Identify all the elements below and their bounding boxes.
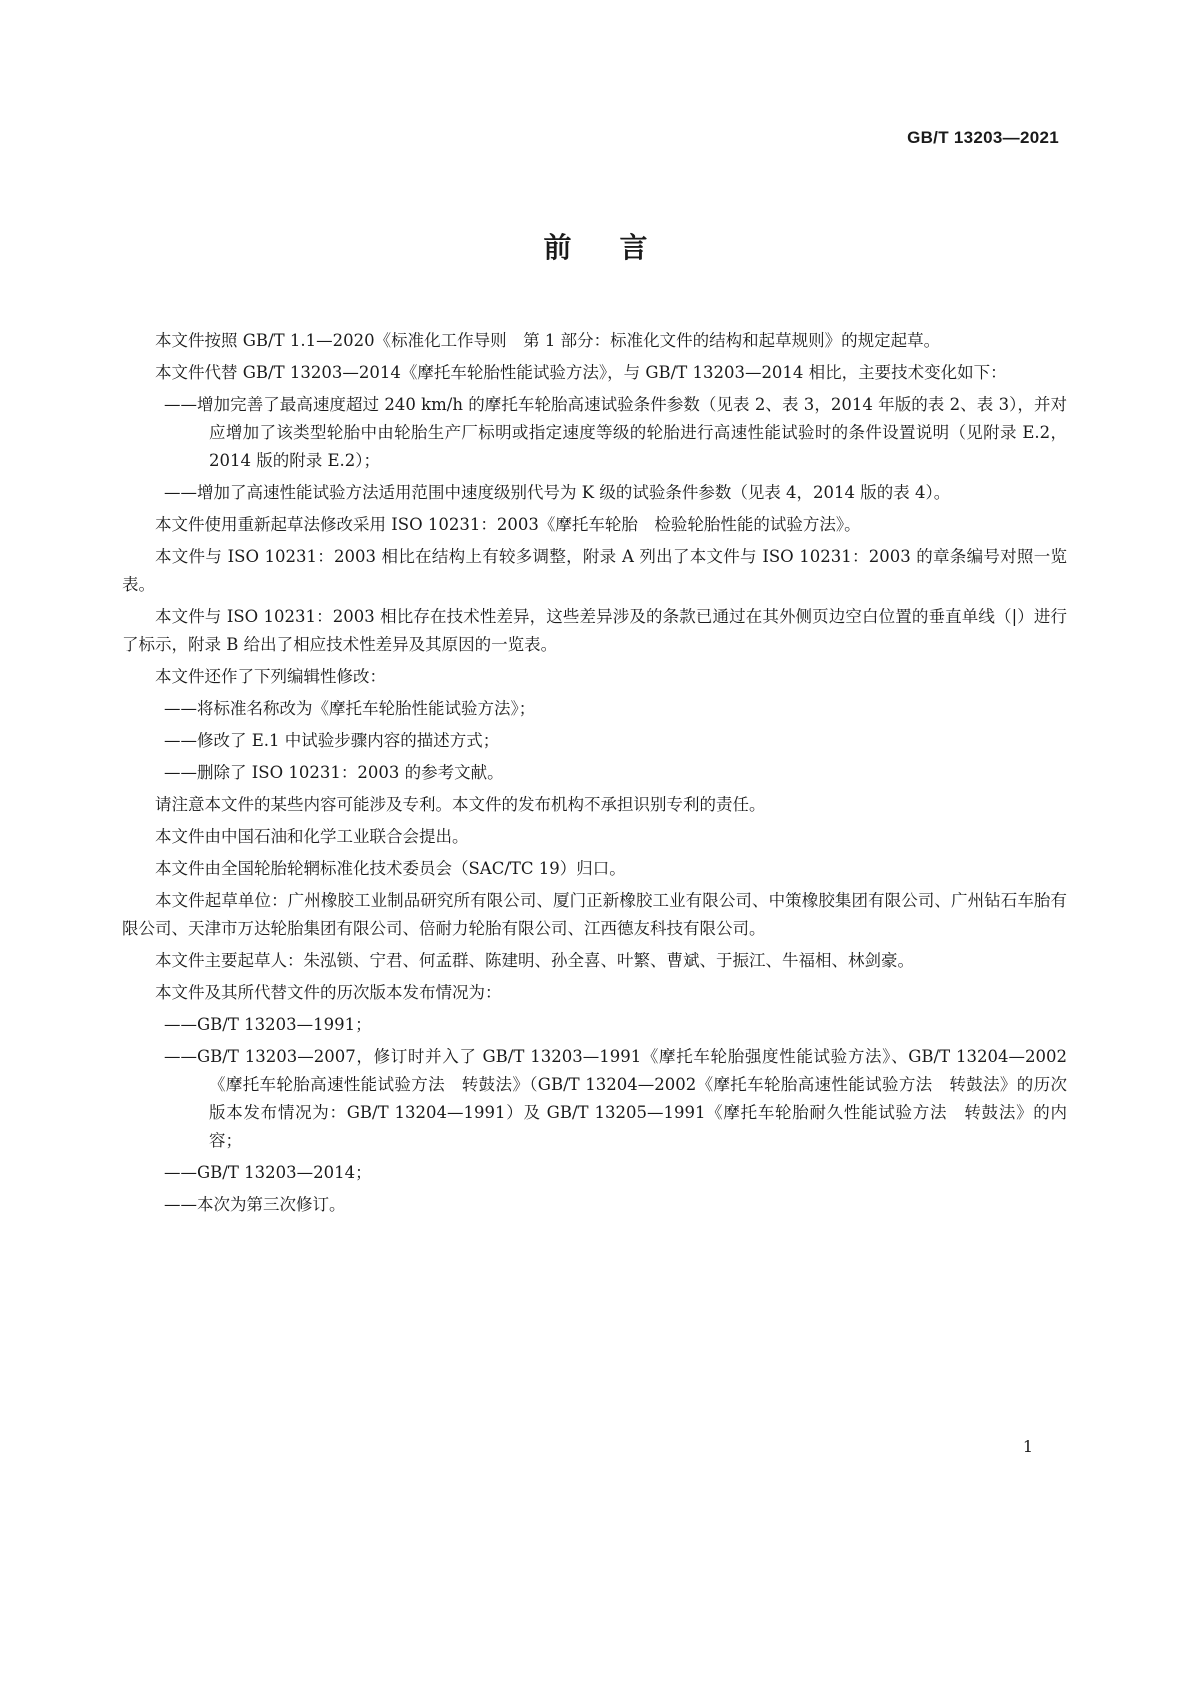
page-title: 前言 [543,231,696,264]
list-item: ——GB/T 13203—2007，修订时并入了 GB/T 13203—1991《摩托车轮胎强度性能试验方法》、GB/T 13204—2002《摩托车轮胎高速性能试验方法 转鼓法》（GB/T 13204—2002《摩托车轮胎高速性能试验方法 转鼓法》的历次版本发布情况为：GB/T 13204—1991）及 GB/T 13205—1991《摩托车轮胎耐久性能试验方法 转鼓法》的内容； [164,1047,1068,1150]
paragraph: 本文件与 ISO 10231：2003 相比在结构上有较多调整，附录 A 列出了本文件与 ISO 10231：2003 的章条编号对照一览表。 [122,547,1067,594]
paragraph: 本文件代替 GB/T 13203—2014《摩托车轮胎性能试验方法》，与 GB/T 13203—2014 相比，主要技术变化如下： [155,363,1007,382]
paragraph: 本文件还作了下列编辑性修改： [155,667,386,686]
paragraph: 本文件使用重新起草法修改采用 ISO 10231：2003《摩托车轮胎 检验轮胎性能的试验方法》。 [155,515,861,534]
page-number: 1 [1022,1437,1033,1456]
paragraph: 请注意本文件的某些内容可能涉及专利。本文件的发布机构不承担识别专利的责任。 [155,795,766,814]
paragraph: 本文件按照 GB/T 1.1—2020《标准化工作导则 第 1 部分：标准化文件的结构和起草规则》的规定起草。 [155,331,941,350]
paragraph: 本文件主要起草人：朱泓锁、宁君、何孟群、陈建明、孙全喜、叶繁、曹斌、于振江、牛福相、林剑豪。 [155,951,914,970]
list-item: ——删除了 ISO 10231：2003 的参考文献。 [164,763,504,782]
paragraph: 本文件与 ISO 10231：2003 相比存在技术性差异，这些差异涉及的条款已通过在其外侧页边空白位置的垂直单线（|）进行了标示，附录 B 给出了相应技术性差异及其原因的一览表。 [122,607,1067,654]
list-item: ——将标准名称改为《摩托车轮胎性能试验方法》； [164,699,536,718]
list-item: ——修改了 E.1 中试验步骤内容的描述方式； [164,731,500,750]
standard-code: GB/T 13203—2021 [907,128,1059,147]
paragraph: 本文件起草单位：广州橡胶工业制品研究所有限公司、厦门正新橡胶工业有限公司、中策橡胶集团有限公司、广州钻石车胎有限公司、天津市万达轮胎集团有限公司、倍耐力轮胎有限公司、江西德友科技有限公司。 [122,891,1067,938]
paragraph: 本文件由全国轮胎轮辋标准化技术委员会（SAC/TC 19）归口。 [155,859,626,878]
foreword-body [122,327,1067,1223]
list-item: ——本次为第三次修订。 [164,1195,346,1214]
paragraph: 本文件由中国石油和化学工业联合会提出。 [155,827,469,846]
paragraph: 本文件及其所代替文件的历次版本发布情况为： [155,983,502,1002]
list-item: ——GB/T 13203—1991； [164,1015,372,1034]
list-item: ——增加了高速性能试验方法适用范围中速度级别代号为 K 级的试验条件参数（见表 4，2014 版的表 4）。 [164,483,951,502]
list-item: ——增加完善了最高速度超过 240 km/h 的摩托车轮胎高速试验条件参数（见表 2、表 3，2014 年版的表 2、表 3），并对应增加了该类型轮胎中由轮胎生产厂标明或指定速度等级的轮胎进行高速性能试验时的条件设置说明（见附录 E.2，2014 版的附录 E.2）； [164,395,1067,470]
list-item: ——GB/T 13203—2014； [164,1163,372,1182]
